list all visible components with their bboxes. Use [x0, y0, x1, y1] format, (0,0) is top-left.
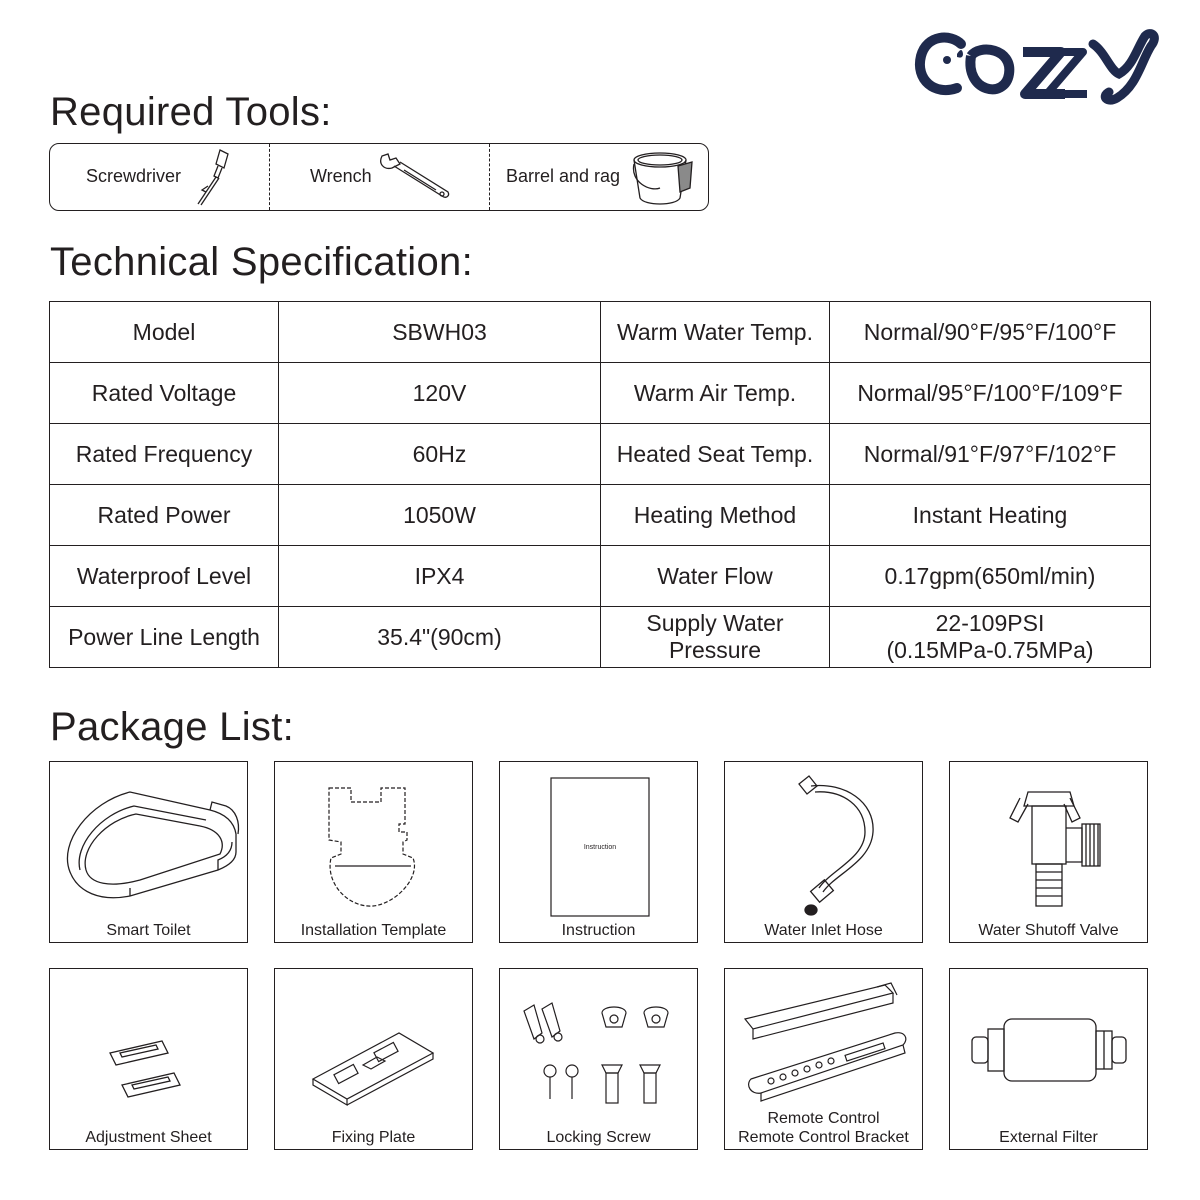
package-item-external-filter	[949, 968, 1148, 1150]
spec-label: Model	[50, 302, 279, 363]
required-tools-heading: Required Tools:	[50, 90, 332, 134]
spec-value: 35.4"(90cm)	[279, 607, 601, 668]
plate-icon	[275, 969, 474, 1129]
remote-icon	[725, 969, 924, 1129]
table-row	[50, 424, 1151, 485]
cozy-logo	[905, 22, 1165, 112]
shim-icon	[50, 969, 249, 1129]
hose-icon	[725, 762, 924, 922]
spec-value: Normal/91°F/97°F/102°F	[830, 424, 1151, 485]
spec-value: Instant Heating	[830, 485, 1151, 546]
package-label: Water Inlet Hose	[764, 922, 883, 939]
package-label: Adjustment Sheet	[85, 1129, 212, 1146]
package-label: Water Shutoff Valve	[978, 922, 1119, 939]
spec-label: Rated Voltage	[50, 363, 279, 424]
spec-value: 0.17gpm(650ml/min)	[830, 546, 1151, 607]
spec-value	[830, 607, 1151, 668]
spec-label: Heating Method	[601, 485, 830, 546]
spec-value: 60Hz	[279, 424, 601, 485]
package-label-line: Remote Control Bracket	[738, 1129, 909, 1146]
spec-value: Normal/90°F/95°F/100°F	[830, 302, 1151, 363]
bucket-icon	[630, 148, 696, 208]
package-item-instruction	[499, 761, 698, 943]
required-tools-box	[49, 143, 709, 211]
spec-value: Normal/95°F/100°F/109°F	[830, 363, 1151, 424]
spec-label: Waterproof Level	[50, 546, 279, 607]
table-row	[50, 363, 1151, 424]
package-item-smart-toilet	[49, 761, 248, 943]
spec-value: IPX4	[279, 546, 601, 607]
spec-label: Rated Frequency	[50, 424, 279, 485]
package-item-locking-screw	[499, 968, 698, 1150]
spec-label-line: Supply Water	[646, 610, 784, 636]
wrench-icon	[376, 148, 452, 204]
table-row	[50, 607, 1151, 668]
spec-value: 120V	[279, 363, 601, 424]
spec-value-line: 22-109PSI	[935, 610, 1045, 636]
package-label	[725, 1109, 922, 1147]
spec-label: Rated Power	[50, 485, 279, 546]
tool-label-barrel: Barrel and rag	[506, 166, 621, 186]
package-item-remote-control	[724, 968, 923, 1150]
spec-label: Heated Seat Temp.	[601, 424, 830, 485]
technical-specification-heading: Technical Specification:	[50, 240, 473, 284]
package-label-line: Remote Control	[767, 1110, 880, 1127]
manual-cover-text: Instruction	[583, 844, 617, 851]
toilet-seat-icon	[50, 762, 249, 922]
table-row	[50, 302, 1151, 363]
screws-icon	[500, 969, 699, 1129]
package-item-water-shutoff-valve	[949, 761, 1148, 943]
package-list-heading: Package List:	[50, 705, 295, 749]
package-label: Instruction	[561, 922, 636, 939]
spec-value: 1050W	[279, 485, 601, 546]
table-row	[50, 546, 1151, 607]
package-label: Fixing Plate	[331, 1129, 416, 1146]
screwdriver-icon	[188, 146, 236, 208]
spec-value: SBWH03	[279, 302, 601, 363]
spec-label-line: Pressure	[668, 637, 762, 663]
spec-label: Power Line Length	[50, 607, 279, 668]
package-label: Locking Screw	[546, 1129, 651, 1146]
spec-label	[601, 607, 830, 668]
template-icon	[275, 762, 474, 922]
package-item-fixing-plate	[274, 968, 473, 1150]
spec-label: Warm Air Temp.	[601, 363, 830, 424]
spec-label: Warm Water Temp.	[601, 302, 830, 363]
package-label: External Filter	[999, 1129, 1098, 1146]
spec-value-line: (0.15MPa-0.75MPa)	[886, 637, 1094, 663]
package-label: Smart Toilet	[106, 922, 191, 939]
tool-divider	[489, 144, 490, 210]
tool-divider	[269, 144, 270, 210]
package-item-adjustment-sheet	[49, 968, 248, 1150]
package-label: Installation Template	[300, 922, 447, 939]
tool-label-wrench: Wrench	[310, 166, 372, 186]
manual-icon	[500, 762, 699, 922]
package-item-water-inlet-hose	[724, 761, 923, 943]
valve-icon	[950, 762, 1149, 922]
spec-label: Water Flow	[601, 546, 830, 607]
table-row	[50, 485, 1151, 546]
specification-table	[49, 301, 1151, 668]
tool-label-screwdriver: Screwdriver	[86, 166, 182, 186]
package-item-installation-template	[274, 761, 473, 943]
filter-icon	[950, 969, 1149, 1129]
